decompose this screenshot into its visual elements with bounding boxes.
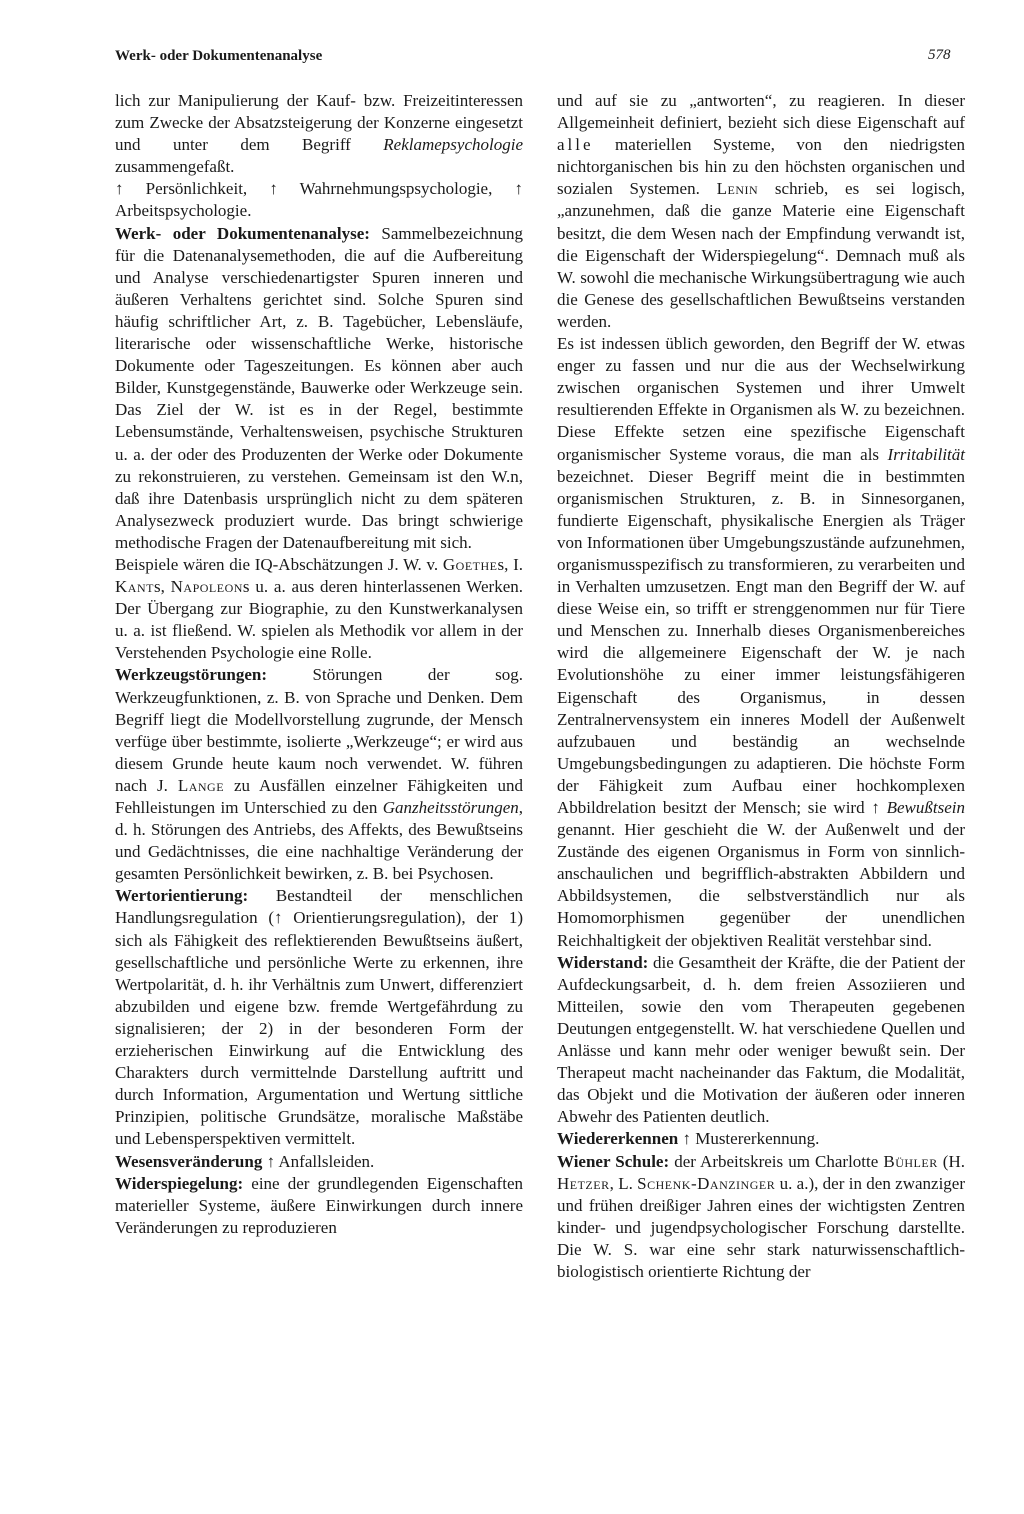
entry-werk-oder-dokumentenanalyse-p2: Beispiele wären die IQ-Abschätzungen J. W. v. Goethes, I. Kants, Napoleons u. a. aus deren hinterlassenen Werken. Der Übergang zur Biographie, zu den Kunstwerkanalysen u. a. ist fließend. W. spielen als Methodik vor allem in der Verstehenden Psychologie eine Rolle. xyxy=(115,554,523,663)
entry-term: Wiedererkennen xyxy=(557,1129,679,1149)
running-head: Werk- oder Dokumentenanalyse xyxy=(115,48,323,64)
cross-references: ↑ Persönlichkeit, ↑ Wahrnehmungspsychologie, ↑ Arbeitspsychologie. xyxy=(115,179,523,221)
entry-term: Werk- oder Dokumentenanalyse: xyxy=(115,223,370,243)
entry-werkzeugstoerungen: Werkzeugstörungen: Störungen der sog. Werkzeugfunktionen, z. B. von Sprache und Denken. Dem Begriff liegt die Modellvorstellung zugrunde, der Mensch verfüge über bestimmte, isolierte „Werkzeuge“; er wird aus diesem Grunde heute kaum noch verwendet. W. führen nach J. Lange zu Ausfällen einzelner Fähigkeiten und Fehlleistungen im Unterschied zu den Ganzheitsstörungen, d. h. Störungen des Antriebs, des Affekts, des Bewußtseins und Gedächtnisses, die eine nachhaltige Veränderung der gesamten Persönlichkeit bewirken, z. B. bei Psychosen. xyxy=(115,665,523,884)
entry-term: Wertorientierung: xyxy=(115,886,249,906)
entry-term: Wiener Schule: xyxy=(557,1151,670,1171)
entry-widerspiegelung: Widerspiegelung: eine der grundlegenden Eigenschaften materieller Systeme, äußere Einwirkungen durch innere Veränderungen zu reproduzieren xyxy=(115,1173,523,1237)
entry-widerspiegelung-p2: Es ist indessen üblich geworden, den Begriff der W. etwas enger zu fassen und nur die aus der Wechselwirkung zwischen organischen Systemen und ihrer Umwelt resultierenden Effekte in Organismen als W. zu bezeichnen. Diese Effekte setzen eine spezifische Eigenschaft organismischer Systeme voraus, die man als Irritabilität bezeichnet. Dieser Begriff meint die in bestimmten organismischen Strukturen, z. B. in Sinnesorganen, fundierte Eigenschaft, physikalische Energien als Träger von Informationen über Umgebungszustände aufzunehmen, organismusspezifisch zu transformieren, zu verarbeiten und in Verhalten umzusetzen. Engt man den Begriff der W. auf diese Weise ein, so trifft er strenggenommen nur für Tiere und Menschen zu. Innerhalb dieses Organismenbereiches wird die allgemeinere Eigenschaft der W. je nach Evolutionshöhe zu einer immer leistungsfähigeren Eigenschaft des Organismus, in dessen Zentralnervensystem ein inneres Modell der Außenwelt aufzubauen und beständig an wechselnde Umgebungsbedingungen zu adaptieren. Die höchste Form der Fähigkeit zum Aufbau einer hochkomplexen Abbildrelation besitzt der Mensch; sie wird ↑ Bewußtsein genannt. Hier geschieht die W. der Außenwelt und der Zustände des eigenen Organismus in Form von sinnlich-anschaulichen und begrifflich-abstrakten Abbildern und Abbildsystemen, die selbstverständlich nur als Homomorphismen gegenüber der unendlichen Reichhaltigkeit der objektiven Realität verstehbar sind. xyxy=(557,334,965,950)
entry-wesensveraenderung: Wesensveränderung ↑ Anfallsleiden. xyxy=(115,1151,375,1171)
page-number: 578 xyxy=(928,47,951,63)
entry-werk-oder-dokumentenanalyse: Werk- oder Dokumentenanalyse: Sammelbezeichnung für die Datenanalysemethoden, die auf die Aufbereitung und Analyse verschiedenartigster Spuren inneren und äußeren Verhaltens gerichtet sind. Solche Spuren sind häufig schriftlicher Art, z. B. Tagebücher, Lebensläufe, literarische oder wissenschaftliche Werke, historische Dokumente oder Tageszeitungen. Es können aber auch Bilder, Kunstgegenstände, Bauwerke oder Werkzeuge sein. Das Ziel der W. ist es in der Regel, bestimmte Lebensumstände, Verhaltensweisen, psychische Strukturen u. a. der oder des Produzenten der Werke oder Dokumente zu rekonstruieren, zu verstehen. Gemeinsam ist den W.n, daß ihre Datenbasis ursprünglich nicht zu dem späteren Analysezweck produziert wurde. Das bringt schwierige methodische Fragen der Datenaufbereitung mit sich. xyxy=(115,223,523,552)
entry-wiener-schule: Wiener Schule: der Arbeitskreis um Charlotte Bühler (H. Hetzer, L. Schenk-Danzinger u. a.), der in den zwanziger und frühen dreißiger Jahren eines der wichtigsten Zentren kinder- und jugendpsychologischer Forschung darstellte. Die W. S. war eine sehr stark naturwissenschaftlich-biologistisch orientierte Richtung der xyxy=(557,1151,966,1281)
entry-term: Widerstand: xyxy=(557,952,649,972)
entry-wiedererkennen: Wiedererkennen ↑ Mustererkennung. xyxy=(557,1129,820,1149)
left-column xyxy=(115,90,523,1239)
right-column xyxy=(557,90,965,1283)
entry-term: Werkzeugstörungen: xyxy=(115,665,268,685)
entry-widerspiegelung-cont: und auf sie zu „antworten“, zu reagieren. In dieser Allgemeinheit definiert, bezieht sich diese Eigenschaft auf alle materiellen Systeme, von den niedrigsten nichtorganischen bis hin zu den höchsten organischen und sozialen Systemen. Lenin schrieb, es sei logisch, „anzunehmen, daß die ganze Materie eine Eigenschaft besitzt, die dem Wesen nach der Empfindung verwandt ist, die Eigenschaft der Widerspiegelung“. Demnach muß als W. sowohl die mechanische Wirkungsübertragung wie auch die Genese des gesellschaftlichen Bewußtseins verstanden werden. xyxy=(557,91,965,331)
entry-widerstand: Widerstand: die Gesamtheit der Kräfte, die der Patient der Aufdeckungsarbeit, d. h. dem freien Assoziieren und Mitteilen, sowie den vom Therapeuten gegebenen Deutungen entgegenstellt. W. hat verschiedene Quellen und Anlässe und kann mehr oder weniger bewußt sein. Der Therapeut macht nacheinander das Faktum, die Modalität, das Objekt und die Motivation der äußeren oder inneren Abwehr des Patienten deutlich. xyxy=(557,952,965,1127)
entry-wertorientierung: Wertorientierung: Bestandteil der menschlichen Handlungsregulation (↑ Orientierungsregulation), der 1) sich als Fähigkeit des reflektierenden Bewußtseins äußert, gesellschaftliche und persönliche Werte zu erkennen, ihre Wertpolarität, d. h. ihr Verhältnis zum Unwert, differenziert abzubilden und eigene bzw. fremde Wertgefährdung zu signalisieren; der 2) in der besonderen Form der erzieherischen Einwirkung auf die Entwicklung des Charakters durch vermittelnde Darstellung auftritt und durch Information, Argumentation und Wertung sittliche Prinzipien, politische Grundsätze, moralische Maßstäbe und Lebensperspektiven vermittelt. xyxy=(115,886,523,1149)
entry-term: Wesensveränderung xyxy=(115,1151,263,1171)
entry-term: Widerspiegelung: xyxy=(115,1173,244,1193)
continued-paragraph: lich zur Manipulierung der Kauf- bzw. Freizeitinteressen zum Zwecke der Absatzsteigerung der Konzerne eingesetzt und unter dem Begriff Reklamepsychologie zusammengefaßt. xyxy=(115,91,523,177)
